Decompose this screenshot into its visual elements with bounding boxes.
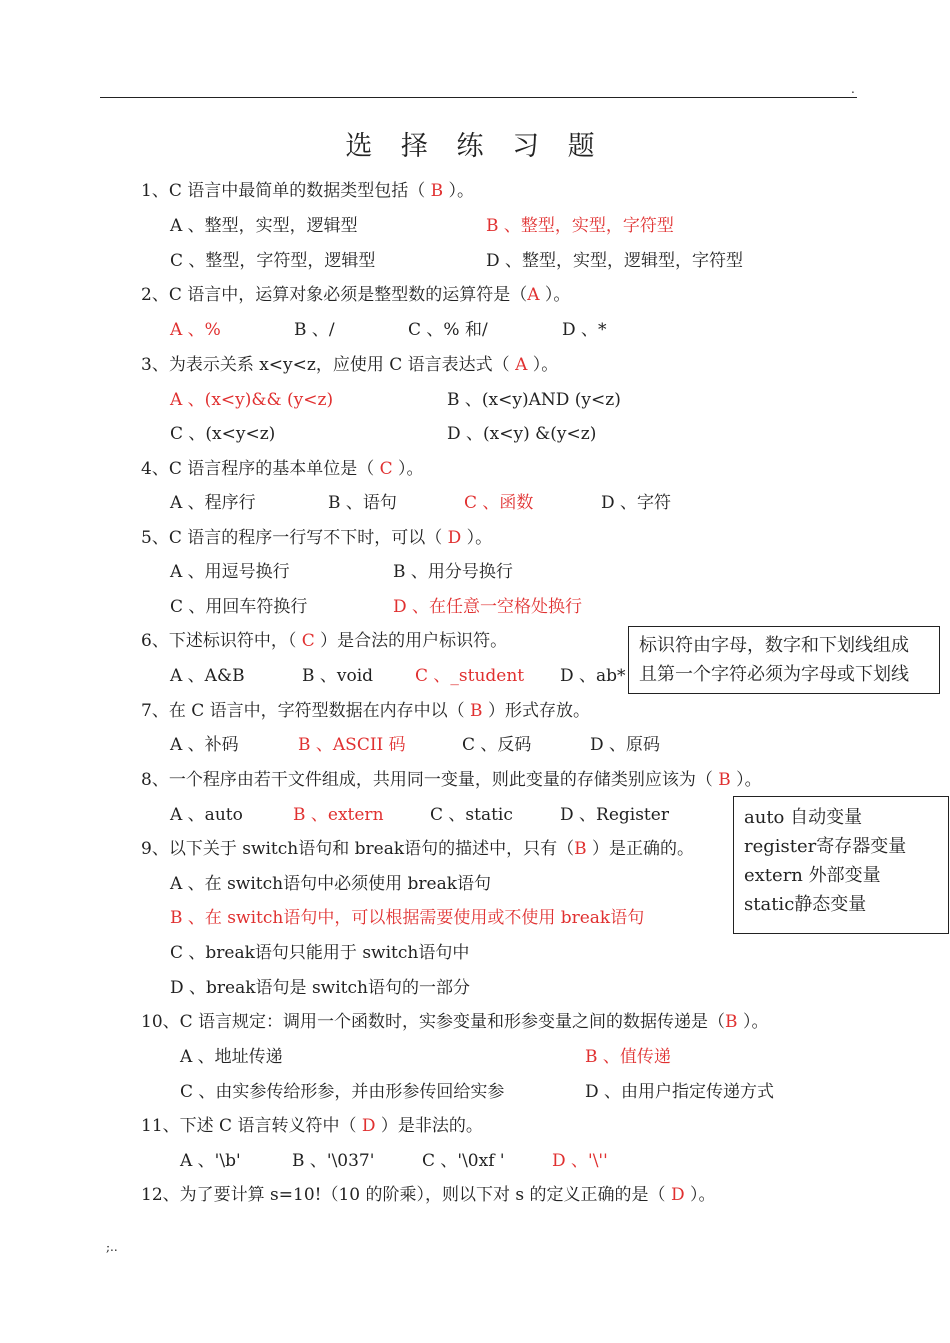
answer-highlight: D 、在任意一空格处换行 [393, 597, 583, 617]
answer-option [601, 491, 671, 515]
answer-option [294, 318, 335, 342]
note-line: extern 外部变量 [744, 865, 881, 886]
text-segment: ）。 [539, 285, 571, 305]
answer-option [393, 560, 513, 584]
answer-highlight: B [430, 181, 444, 201]
answer-option [170, 872, 491, 896]
text-segment: ）。 [730, 770, 762, 790]
text-segment: A 、A&B [170, 666, 245, 686]
text-segment: D 、整型，实型，逻辑型，字符型 [486, 251, 744, 271]
text-segment: A 、用逗号换行 [170, 562, 290, 582]
answer-option [170, 803, 243, 827]
answer-option [560, 664, 626, 688]
answer-option [292, 1149, 374, 1173]
text-segment: D 、(x<y) &(y<z) [447, 424, 597, 444]
answer-highlight: C 、函数 [464, 493, 534, 513]
text-segment: ）是非法的。 [375, 1116, 483, 1136]
header-dot: . [851, 82, 855, 96]
answer-option [170, 318, 221, 342]
page-title: 选 择 练 习 题 [345, 131, 605, 162]
answer-option [170, 595, 307, 619]
text-segment: 8、一个程序由若干文件组成，共用同一变量，则此变量的存储类别应该为（ [141, 770, 719, 790]
text-segment: ）。 [461, 528, 493, 548]
answer-option [590, 733, 660, 757]
text-segment: ）是正确的。 [586, 839, 695, 859]
answer-option [408, 318, 488, 342]
answer-highlight: B 、值传递 [585, 1047, 671, 1067]
answer-option [462, 733, 531, 757]
answer-option [486, 214, 674, 238]
answer-highlight: D [447, 528, 462, 548]
answer-option [170, 664, 245, 688]
question-text [141, 768, 762, 792]
text-segment: 5、C 语言的程序一行写不下时，可以（ [141, 528, 448, 548]
text-segment: C 、break语句只能用于 switch语句中 [170, 943, 470, 963]
text-segment: C 、用回车符换行 [170, 597, 308, 617]
answer-option [170, 733, 239, 757]
answer-option [447, 422, 596, 446]
text-segment: B 、void [302, 666, 374, 686]
note-line: 且第一个字符必须为字母或下划线 [639, 664, 909, 685]
question-text [141, 526, 492, 550]
answer-option [170, 941, 469, 965]
text-segment: C 、% 和/ [408, 320, 488, 340]
answer-option [430, 803, 513, 827]
text-segment: 6、下述标识符中，（ [141, 631, 302, 651]
text-segment: A 、'\b' [180, 1151, 241, 1171]
answer-option [447, 388, 621, 412]
text-segment: A 、在 switch语句中必须使用 break语句 [170, 874, 492, 894]
answer-option [170, 560, 290, 584]
answer-option [415, 664, 524, 688]
answer-option [180, 1045, 283, 1069]
text-segment: A 、地址传递 [180, 1047, 283, 1067]
text-segment: ）是合法的用户标识符。 [314, 631, 508, 651]
identifier-note-box [628, 626, 940, 694]
answer-option [180, 1080, 504, 1104]
text-segment: 3、为表示关系 x<y<z，应使用 C 语言表达式（ [141, 355, 516, 375]
answer-option [170, 976, 470, 1000]
text-segment: ）。 [527, 355, 559, 375]
answer-option [298, 733, 406, 757]
question-text [141, 1010, 768, 1034]
answer-highlight: D [670, 1185, 685, 1205]
text-segment: B 、/ [294, 320, 335, 340]
answer-option [170, 906, 644, 930]
answer-option [560, 803, 669, 827]
text-segment: C 、(x<y<z) [170, 424, 276, 444]
answer-highlight: B [574, 839, 587, 859]
text-segment: C 、整型，字符型，逻辑型 [170, 251, 376, 271]
text-segment: ）形式存放。 [482, 701, 590, 721]
answer-highlight: C [379, 459, 393, 479]
answer-option [170, 491, 256, 515]
text-segment: C 、'\0xf ' [422, 1151, 505, 1171]
note-line: auto 自动变量 [744, 807, 863, 828]
text-segment: C 、static [430, 805, 513, 825]
answer-option [393, 595, 582, 619]
text-segment: D 、由用户指定传递方式 [585, 1082, 775, 1102]
question-text [141, 699, 590, 723]
text-segment: A 、补码 [170, 735, 239, 755]
text-segment: 2、C 语言中，运算对象必须是整型数的运算符是（ [141, 285, 528, 305]
text-segment: 4、C 语言程序的基本单位是（ [141, 459, 380, 479]
text-segment: D 、字符 [601, 493, 672, 513]
answer-highlight: C [301, 631, 315, 651]
answer-option [170, 214, 358, 238]
answer-option [464, 491, 533, 515]
answer-highlight: B [725, 1012, 738, 1032]
text-segment: B 、'\037' [292, 1151, 375, 1171]
answer-highlight: B 、整型，实型，字符型 [486, 216, 674, 236]
note-line: static静态变量 [744, 894, 867, 915]
answer-highlight: D 、'\'' [552, 1151, 608, 1171]
text-segment: ）。 [392, 459, 424, 479]
text-segment: A 、程序行 [170, 493, 256, 513]
text-segment: B 、语句 [328, 493, 397, 513]
answer-option [486, 249, 743, 273]
text-segment: ）。 [443, 181, 475, 201]
answer-option [585, 1080, 774, 1104]
text-segment: ）。 [684, 1185, 716, 1205]
note-line: register寄存器变量 [744, 836, 907, 857]
text-segment: B 、用分号换行 [393, 562, 513, 582]
text-segment: 10、C 语言规定：调用一个函数时，实参变量和形参变量之间的数据传递是（ [141, 1012, 726, 1032]
answer-option [170, 422, 275, 446]
answer-option [328, 491, 397, 515]
question-text [141, 629, 507, 653]
answer-highlight: B [718, 770, 731, 790]
answer-option [552, 1149, 608, 1173]
question-text [141, 837, 694, 861]
answer-highlight: A [527, 285, 540, 305]
text-segment: C 、由实参传给形参，并由形参传回给实参 [180, 1082, 505, 1102]
text-segment: 1、C 语言中最简单的数据类型包括（ [141, 181, 431, 201]
note-line: 标识符由字母，数字和下划线组成 [639, 635, 909, 656]
storage-class-note-box [733, 796, 949, 934]
question-text [141, 353, 558, 377]
text-segment: D 、ab* [560, 666, 626, 686]
answer-option [293, 803, 384, 827]
text-segment: 7、在 C 语言中，字符型数据在内存中以（ [141, 701, 471, 721]
text-segment: A 、auto [170, 805, 243, 825]
answer-highlight: B [470, 701, 483, 721]
text-segment: 11、下述 C 语言转义符中（ [141, 1116, 362, 1136]
text-segment: D 、原码 [590, 735, 661, 755]
text-segment: D 、break语句是 switch语句的一部分 [170, 978, 470, 998]
question-text [141, 283, 570, 307]
text-segment: ）。 [737, 1012, 769, 1032]
text-segment: 9、以下关于 switch语句和 break语句的描述中，只有（ [141, 839, 575, 859]
question-text [141, 1183, 715, 1207]
answer-highlight: B 、extern [293, 805, 384, 825]
question-text [141, 179, 474, 203]
footer-mark: ;.. [106, 1240, 118, 1254]
answer-option [422, 1149, 505, 1173]
text-segment: B 、(x<y)AND (y<z) [447, 390, 621, 410]
answer-highlight: D [361, 1116, 376, 1136]
answer-highlight: A 、% [170, 320, 221, 340]
answer-highlight: A 、(x<y)&& (y<z) [170, 390, 334, 410]
answer-option [170, 388, 333, 412]
answer-option [180, 1149, 241, 1173]
text-segment: D 、Register [560, 805, 669, 825]
answer-highlight: A [515, 355, 528, 375]
header-rule [100, 97, 857, 98]
text-segment: A 、整型，实型，逻辑型 [170, 216, 358, 236]
answer-option [170, 249, 375, 273]
answer-highlight: B 、在 switch语句中，可以根据需要使用或不使用 break语句 [170, 908, 645, 928]
answer-highlight: B 、ASCII 码 [298, 735, 406, 755]
answer-option [585, 1045, 671, 1069]
answer-option [562, 318, 607, 342]
text-segment: 12、为了要计算 s=10!（10 的阶乘），则以下对 s 的定义正确的是（ [141, 1185, 671, 1205]
text-segment: D 、* [562, 320, 607, 340]
answer-option [302, 664, 373, 688]
text-segment: C 、反码 [462, 735, 532, 755]
answer-highlight: C 、_student [415, 666, 525, 686]
question-text [141, 457, 424, 481]
question-text [141, 1114, 483, 1138]
